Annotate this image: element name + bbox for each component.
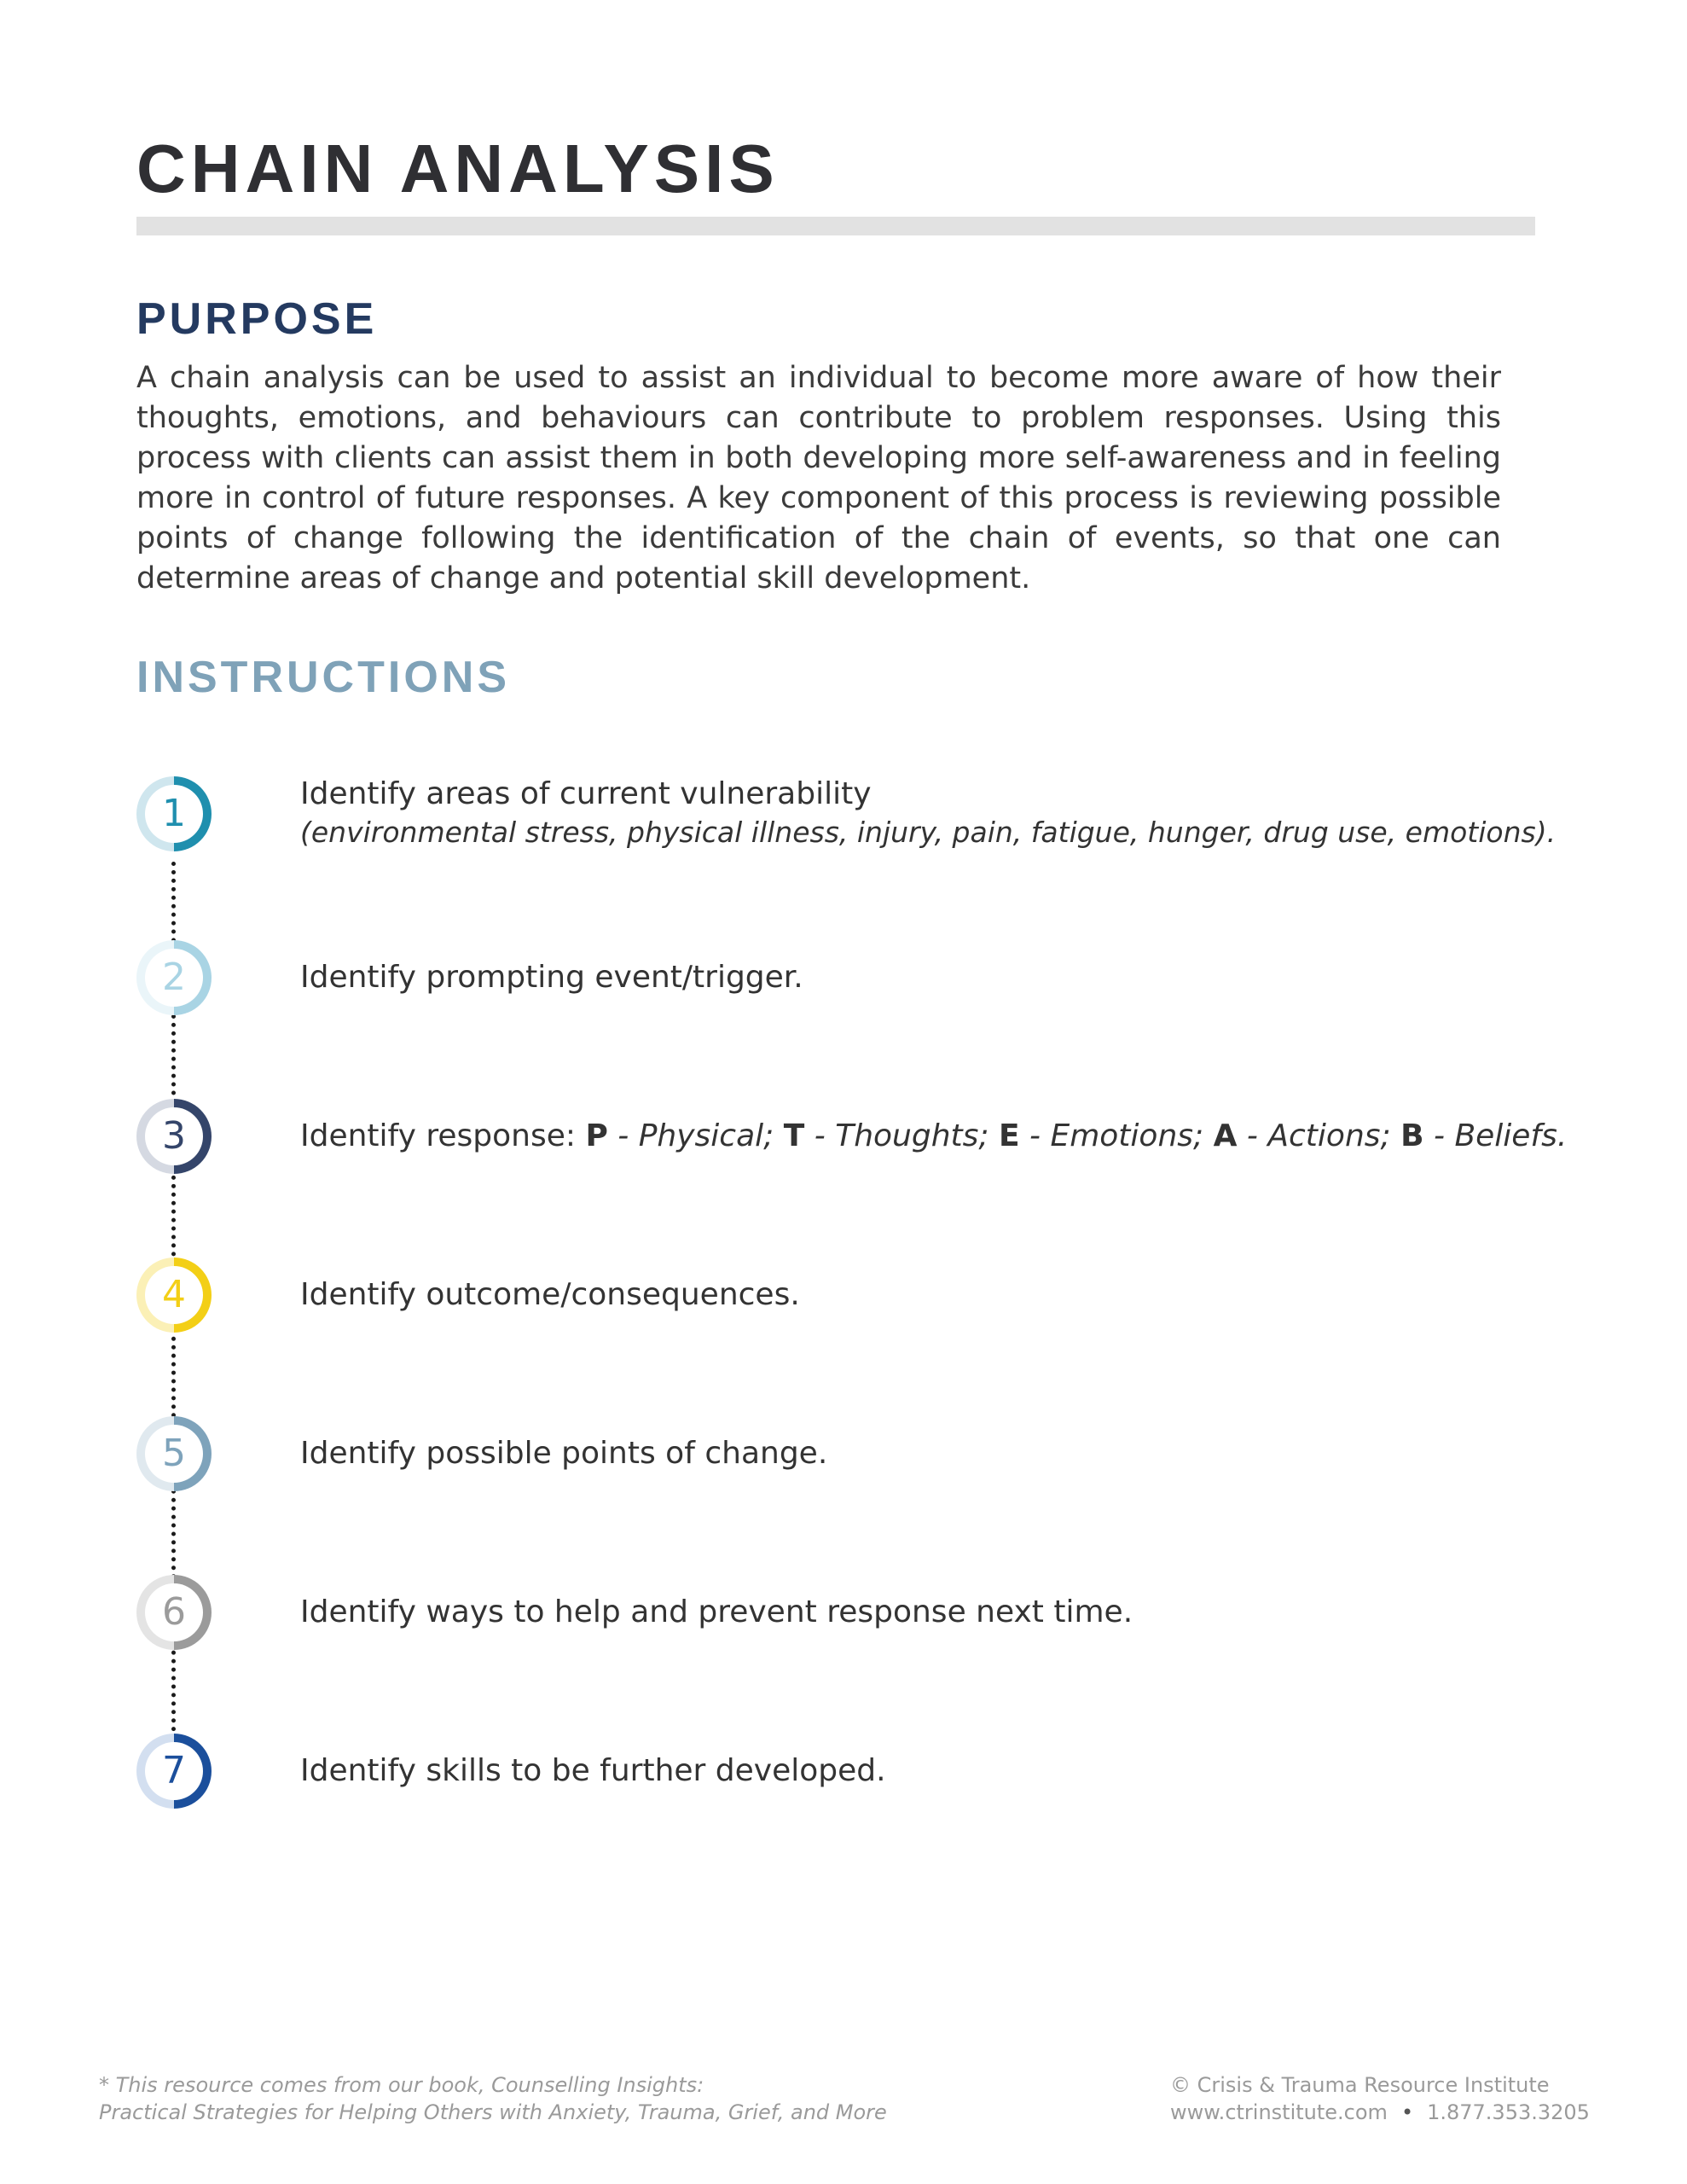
step-5-text: Identify possible points of change. [300,1436,828,1471]
footer-contact [1170,2071,1590,2126]
step-number: 4 [145,1266,203,1324]
page-title: CHAIN ANALYSIS [136,131,780,206]
response-key-a: A [1213,1118,1238,1153]
step-1-detail: (environmental stress, physical illness, injury, pain, fatigue, hunger, drug use, emotions). [300,816,1557,849]
footer-bullet: • [1400,2100,1414,2124]
footer-source-line1: * This resource comes from our book, Counselling Insights: [99,2073,704,2097]
step-1-text [300,775,1556,851]
step-3-label: Identify response: [300,1118,586,1153]
purpose-text: A chain analysis can be used to assist an individual to become more aware of how their thoughts, emotions, and behaviours can contribute to problem responses. Using this process with clients can assist them in both developing more self-awareness and in feeling more in control of future responses. A key component of this process is reviewing possible points of change following the identification of the chain of events, so that one can determine areas of change and potential skill development. [136,361,1501,595]
step-1-badge [136,776,212,851]
step-number: 1 [145,785,203,843]
step-2-badge [136,940,212,1015]
step-3-badge [136,1099,212,1174]
footer-source-line2: Practical Strategies for Helping Others with Anxiety, Trauma, Grief, and More [99,2100,887,2124]
response-key-e: E [998,1118,1020,1153]
response-label-actions: Actions; [1267,1118,1391,1153]
step-6-text: Identify ways to help and prevent response next time. [300,1594,1133,1629]
response-key-p: P [585,1118,608,1153]
step-number: 3 [145,1107,203,1165]
response-label-physical: Physical; [638,1118,774,1153]
footer-copyright: © Crisis & Trauma Resource Institute [1170,2073,1550,2097]
instructions-heading: INSTRUCTIONS [136,653,510,702]
purpose-heading: PURPOSE [136,294,378,344]
response-label-thoughts: Thoughts; [835,1118,989,1153]
step-2-text: Identify prompting event/trigger. [300,960,803,995]
step-number: 6 [145,1583,203,1641]
title-divider [136,217,1535,235]
step-3-text: Identify response: P - Physical; T - Thoughts; E - Emotions; A - Actions; B - Beliefs. [300,1118,1568,1153]
step-5-badge [136,1416,212,1491]
step-number: 7 [145,1742,203,1800]
response-key-t: T [783,1118,805,1153]
step-4-text: Identify outcome/consequences. [300,1277,800,1312]
footer-website[interactable]: www.ctrinstitute.com [1170,2100,1388,2124]
footer-source [99,2071,887,2126]
response-label-emotions: Emotions; [1050,1118,1204,1153]
step-7-text: Identify skills to be further developed. [300,1753,886,1788]
response-key-b: B [1400,1118,1424,1153]
footer-phone: 1.877.353.3205 [1427,2100,1590,2124]
step-6-badge [136,1575,212,1650]
response-label-beliefs: Beliefs. [1454,1118,1568,1153]
step-number: 5 [145,1425,203,1483]
step-7-badge [136,1734,212,1809]
step-4-badge [136,1258,212,1333]
step-1-label: Identify areas of current vulnerability [300,776,872,811]
step-number: 2 [145,949,203,1007]
